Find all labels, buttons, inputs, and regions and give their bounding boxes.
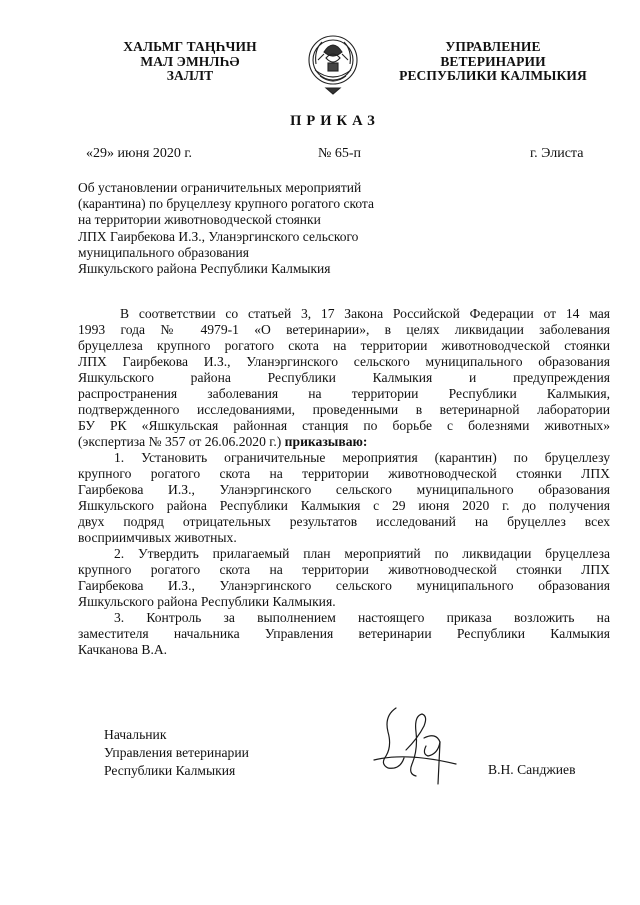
preamble-line: 1993 года № 4979-1 «О ветеринарии», в целях ликвидации заболевания <box>78 322 610 337</box>
item1-line: Яшкульского района Республики Калмыкия с 29 июня 2020 г. до получения <box>78 498 610 513</box>
item1-line: Гаирбекова И.З., Уланэргинского сельского муниципального образования <box>78 482 610 497</box>
preamble-line: В соответствии со статьей 3, 17 Закона Российской Федерации от 14 мая <box>120 306 610 321</box>
preamble-line: бруцеллеза крупного рогатого скота на территории животноводческой стоянки <box>78 338 610 353</box>
signer-name: В.Н. Санджиев <box>488 762 576 777</box>
preamble-line: Яшкульского района Республики Калмыкия и предупреждения <box>78 370 610 385</box>
order-body <box>78 306 610 658</box>
item1-line: двух подряд отрицательных результатов исследований на бруцеллез всех <box>78 514 610 529</box>
item2-line: Гаирбекова И.З., Уланэргинского сельского муниципального образования <box>78 578 610 593</box>
header-left-line: ЗАЛЛТ <box>166 68 214 83</box>
signer-position-line: Республики Калмыкия <box>104 763 236 778</box>
item1-line: крупного рогатого скота на территории животноводческой стоянки ЛПХ <box>78 466 610 481</box>
preamble-final-line <box>78 434 610 450</box>
signer-position-line: Начальник <box>104 727 167 742</box>
item1-line: 1. Установить ограничительные мероприятия (карантин) по бруцеллезу <box>114 450 610 465</box>
header-left-line: ХАЛЬМГ ТАҢҺЧИН <box>123 39 257 54</box>
header-right-line: ВЕТЕРИНАРИИ <box>440 53 546 69</box>
item2-line: Яшкульского района Республики Калмыкия. <box>78 594 336 609</box>
header-left-kalmyk <box>80 40 300 84</box>
preamble-line: БУ РК «Яшкульская районная станция по борьбе с болезнями животных» <box>78 418 610 433</box>
item1-line: восприимчивых животных. <box>78 530 237 545</box>
expertise-reference: (экспертиза № 357 от 26.06.2020 г.) <box>78 434 282 449</box>
subject-line: Яшкульского района Республики Калмыкия <box>78 261 331 277</box>
subject-line: муниципального образования <box>78 244 249 260</box>
order-subject <box>78 180 418 277</box>
handwritten-signature <box>366 698 466 788</box>
header-right-line: УПРАВЛЕНИЕ <box>445 39 541 54</box>
order-city: г. Элиста <box>530 146 584 161</box>
subject-line: Об установлении ограничительных мероприятий <box>78 180 362 195</box>
item2-line: 2. Утвердить прилагаемый план мероприятий по ликвидации бруцеллеза <box>114 546 610 561</box>
header-right-russian <box>383 40 603 84</box>
signer-position-line: Управления ветеринарии <box>104 745 249 760</box>
item3-line: заместителя начальника Управления ветеринарии Республики Калмыкия <box>78 626 610 641</box>
preamble-line: подтвержденного исследованиями, проведенными в ветеринарной лаборатории <box>78 402 610 417</box>
subject-line: (карантина) по бруцеллезу крупного рогатого скота <box>78 196 374 212</box>
document-type-title: ПРИКАЗ <box>290 113 380 129</box>
order-date: «29» июня 2020 г. <box>86 146 193 161</box>
subject-line: на территории животноводческой стоянки <box>78 212 321 228</box>
signer-position <box>104 726 249 780</box>
order-number: № 65-п <box>318 146 362 161</box>
subject-line: ЛПХ Гаирбекова И.З., Уланэргинского сельского <box>78 228 359 244</box>
item3-line: Качканова В.А. <box>78 642 168 657</box>
header-right-line: РЕСПУБЛИКИ КАЛМЫКИЯ <box>399 68 587 83</box>
order-word: приказываю: <box>284 434 368 449</box>
header-left-line: МАЛ ЭМНЛҺӘ <box>140 53 240 69</box>
preamble-line: распространения заболевания на территории Республики Калмыкия, <box>78 386 610 401</box>
preamble-line: ЛПХ Гаирбекова И.З., Уланэргинского сельского муниципального образования <box>78 354 610 369</box>
item3-line: 3. Контроль за выполнением настоящего приказа возложить на <box>114 610 610 625</box>
item2-line: крупного рогатого скота на территории животноводческой стоянки ЛПХ <box>78 562 610 577</box>
coat-of-arms-emblem <box>306 30 360 96</box>
